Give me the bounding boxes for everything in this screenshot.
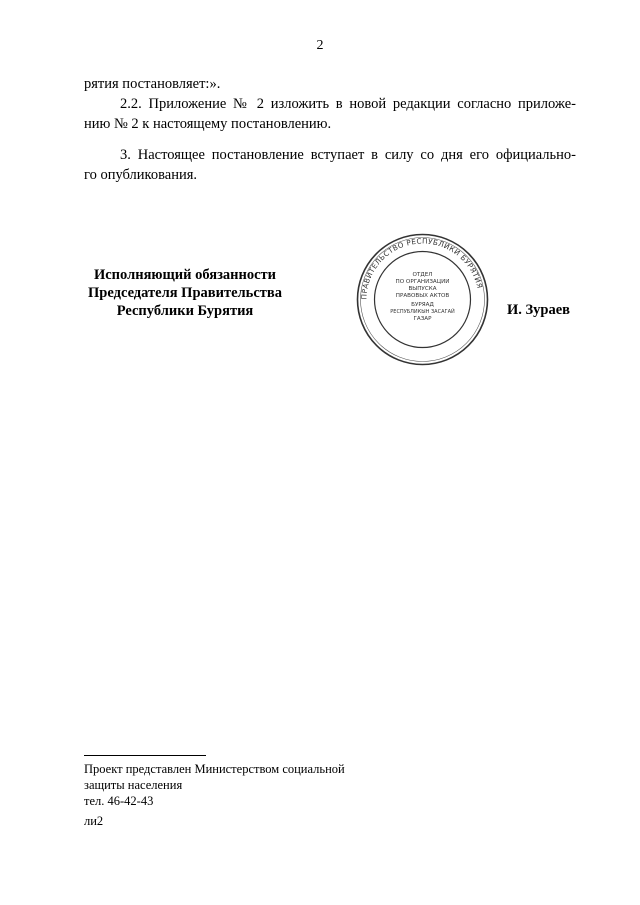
footnote-line: Проект представлен Министерством социальной (84, 762, 345, 776)
text-line: рятия постановляет:». (84, 76, 221, 92)
signer-title-line: Председателя Правительства (88, 285, 282, 301)
seal-text-line: ВЫПУСКА (408, 286, 437, 292)
text-line: нию № 2 к настоящему постановлению. (84, 116, 332, 132)
signer-title-line: Исполняющий обязанности (93, 267, 277, 283)
official-seal (355, 232, 490, 367)
text-line: го опубликования. (84, 167, 198, 183)
text-line: 2.2. Приложение № 2 изложить в новой редакции согласно приложе- (120, 96, 576, 112)
seal-text-line: ПРАВОВЫХ АКТОВ (395, 293, 450, 299)
signer-title (80, 266, 290, 320)
seal-ring-text: ПРАВИТЕЛЬСТВО РЕСПУБЛИКИ БУРЯТИЯ (359, 236, 485, 300)
footnote (84, 761, 345, 809)
seal-text-line: ОТДЕЛ (412, 272, 433, 278)
signer-name: И. Зураев (507, 302, 571, 318)
seal-text-line: РЕСПУБЛИКЫН ЗАСАГАЙ (390, 309, 455, 315)
footnote-line: защиты населения (84, 778, 183, 792)
signer-title-line: Республики Бурятия (116, 303, 254, 319)
document-code: ли2 (84, 814, 104, 828)
seal-text-line: ГАЗАР (413, 316, 432, 322)
footnote-divider (84, 755, 206, 756)
seal-text-line: ПО ОРГАНИЗАЦИИ (395, 279, 450, 285)
paragraph-item-3 (84, 145, 576, 185)
seal-text-line: БУРЯАД (411, 302, 434, 308)
footnote-line: тел. 46-42-43 (84, 794, 154, 808)
page-number: 2 (316, 38, 324, 53)
text-line: 3. Настоящее постановление вступает в силу со дня его официально- (120, 147, 576, 163)
paragraph-item-2-2 (84, 74, 576, 134)
